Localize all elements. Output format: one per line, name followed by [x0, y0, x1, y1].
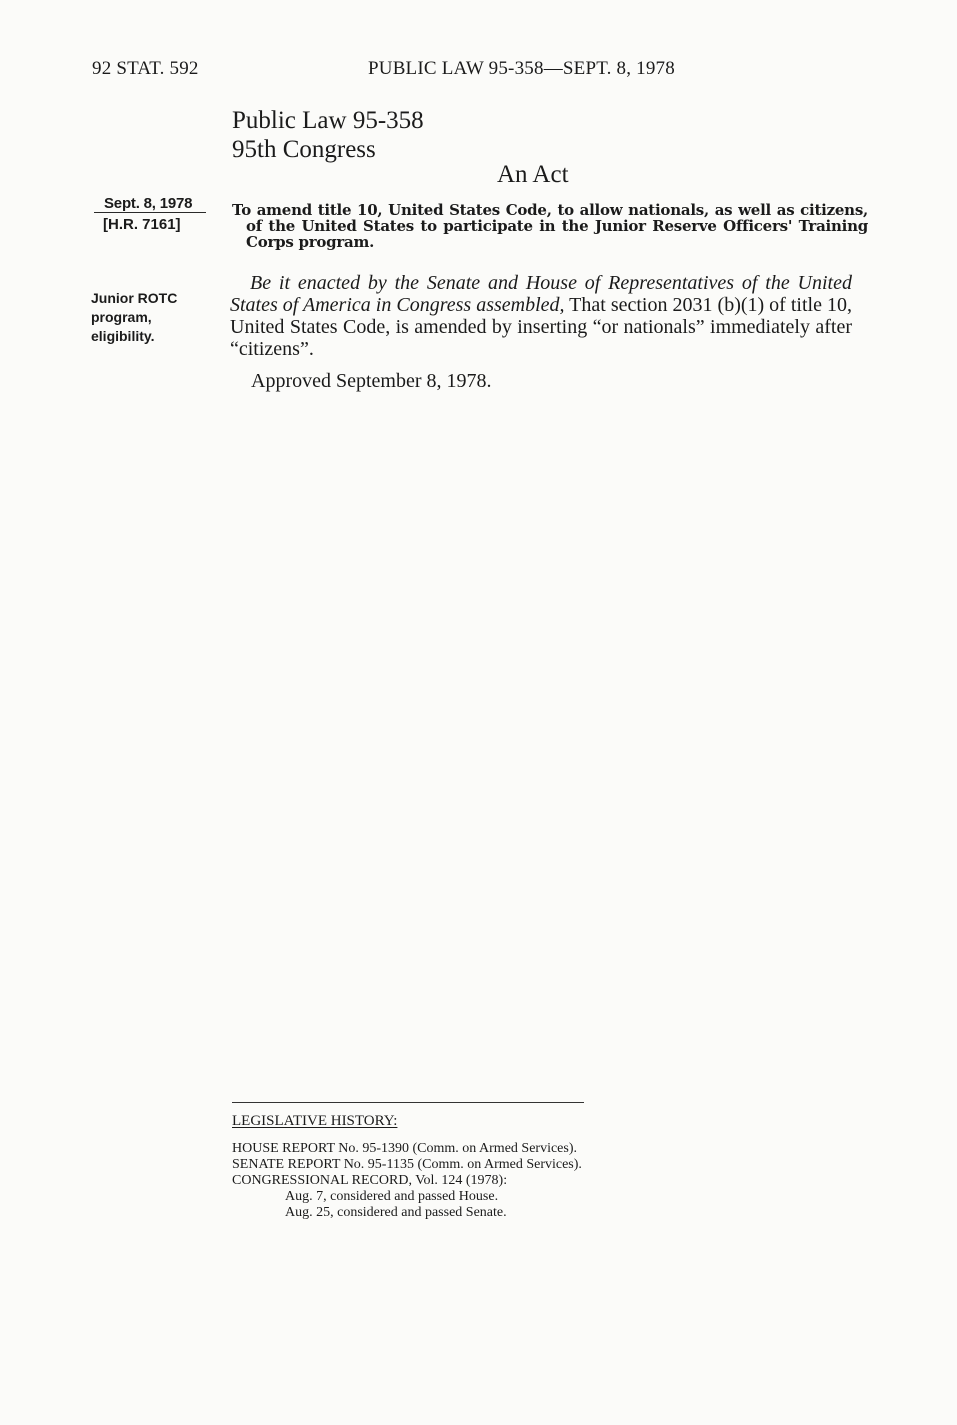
law-title: Public Law 95-358	[232, 107, 424, 134]
running-head-title: PUBLIC LAW 95-358—SEPT. 8, 1978	[368, 58, 675, 79]
page-number: 92 STAT. 592	[92, 58, 199, 79]
record-action: Aug. 7, considered and passed House.	[285, 1189, 499, 1204]
margin-divider	[94, 212, 206, 213]
approval-date: Approved September 8, 1978.	[251, 370, 492, 392]
legislative-history-list	[232, 1141, 582, 1221]
senate-report: SENATE REPORT No. 95-1135 (Comm. on Armed Services).	[232, 1157, 582, 1172]
margin-note-line: eligibility.	[91, 328, 155, 344]
congress-label: 95th Congress	[232, 136, 376, 163]
legislative-history-heading: LEGISLATIVE HISTORY:	[232, 1113, 398, 1129]
margin-note-line: program,	[91, 309, 152, 325]
history-divider	[232, 1102, 584, 1103]
margin-note-line: Junior ROTC	[91, 290, 178, 306]
record-action: Aug. 25, considered and passed Senate.	[285, 1205, 507, 1220]
house-report: HOUSE REPORT No. 95-1390 (Comm. on Armed Services).	[232, 1141, 577, 1156]
enacting-text	[230, 272, 852, 360]
congressional-record: CONGRESSIONAL RECORD, Vol. 124 (1978):	[232, 1173, 508, 1188]
enacting-clause: Be it enacted by the Senate and House of Representatives of the United States of America in Congress assembled,	[230, 272, 852, 316]
margin-date: Sept. 8, 1978	[104, 195, 193, 212]
margin-bill-number: [H.R. 7161]	[103, 216, 181, 233]
purpose-statement: To amend title 10, United States Code, to allow nationals, as well as citizens, of the United States to participate in the Junior Reserve Officers' Training Corps program.	[232, 201, 868, 251]
amendment-text: That section 2031 (b)(1) of title 10, United States Code, is amended by inserting “or nationals” immediately after “citizens”.	[230, 294, 852, 360]
margin-note	[91, 289, 201, 346]
act-heading: An Act	[497, 161, 569, 188]
